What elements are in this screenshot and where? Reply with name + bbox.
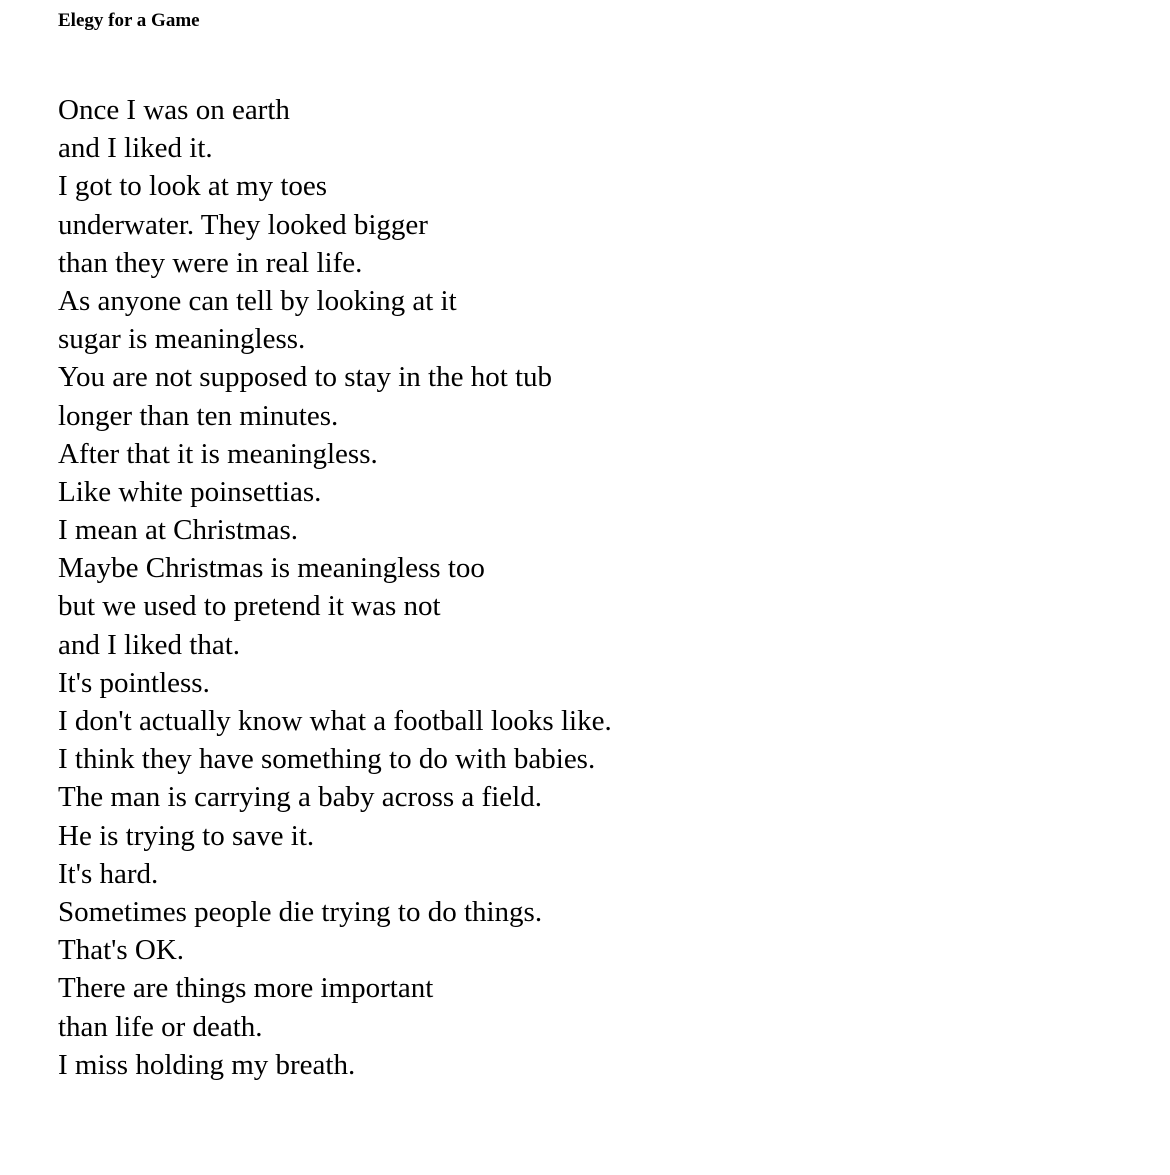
poem-line: It's hard. (58, 857, 159, 890)
poem-body (58, 91, 612, 1084)
poem-line: but we used to pretend it was not (58, 590, 441, 623)
poem-line: longer than ten minutes. (58, 399, 339, 432)
poem-line: I miss holding my breath. (58, 1048, 356, 1081)
poem-line: He is trying to save it. (58, 819, 315, 852)
poem-line: I think they have something to do with babies. (58, 743, 596, 776)
poem-line: It's pointless. (58, 666, 210, 699)
poem-line: I mean at Christmas. (58, 514, 299, 547)
poem-line: There are things more important (58, 972, 434, 1005)
poem-line: sugar is meaningless. (58, 323, 306, 356)
poem-line: You are not supposed to stay in the hot tub (58, 361, 553, 394)
poem-line: I got to look at my toes (58, 170, 328, 203)
poem-line: The man is carrying a baby across a field. (58, 781, 542, 814)
poem-line: than life or death. (58, 1010, 263, 1043)
poem-line: underwater. They looked bigger (58, 208, 428, 241)
poem-line: That's OK. (58, 934, 185, 967)
poem-line: Maybe Christmas is meaningless too (58, 552, 485, 585)
poem-line: and I liked that. (58, 628, 241, 661)
poem-line: Like white poinsettias. (58, 475, 322, 508)
poem-line: I don't actually know what a football looks like. (58, 705, 612, 737)
poem-line: Once I was on earth (58, 94, 290, 126)
poem-line: As anyone can tell by looking at it (58, 284, 457, 317)
poem-title: Elegy for a Game (58, 10, 200, 31)
poem-line: Sometimes people die trying to do things. (58, 895, 543, 928)
poem-line: After that it is meaningless. (58, 437, 378, 470)
poem-line: than they were in real life. (58, 246, 363, 279)
poem-line: and I liked it. (58, 132, 213, 165)
